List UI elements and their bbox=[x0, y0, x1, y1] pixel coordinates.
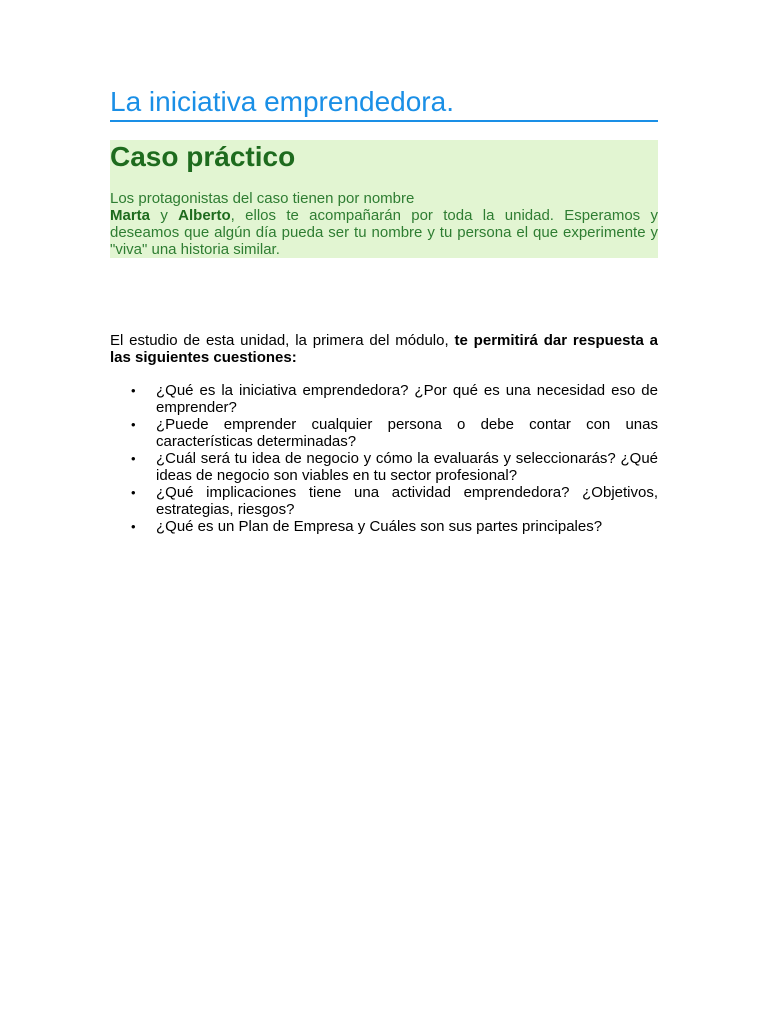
case-study-text bbox=[110, 190, 658, 258]
question-text: ¿Cuál será tu idea de negocio y cómo la evaluarás y seleccionarás? ¿Qué ideas de negocio son viables en tu sector profesional? bbox=[156, 450, 658, 484]
case-study-heading: Caso práctico bbox=[110, 141, 296, 172]
question-item bbox=[110, 416, 658, 450]
bullet-icon: • bbox=[131, 451, 136, 466]
case-intro-line: Los protagonistas del caso tienen por nombre bbox=[110, 190, 415, 207]
document-title: La iniciativa emprendedora. bbox=[110, 84, 658, 122]
study-lead-text: El estudio de esta unidad, la primera del módulo, bbox=[110, 332, 455, 349]
case-connector: y bbox=[150, 207, 179, 224]
bullet-icon: • bbox=[131, 485, 136, 500]
question-item bbox=[110, 518, 658, 535]
case-study-box bbox=[110, 140, 658, 258]
question-text: ¿Qué implicaciones tiene una actividad emprendedora? ¿Objetivos, estrategias, riesgos? bbox=[156, 484, 658, 518]
bullet-icon: • bbox=[131, 383, 136, 398]
bullet-icon: • bbox=[131, 519, 136, 534]
question-item bbox=[110, 484, 658, 518]
question-item bbox=[110, 450, 658, 484]
question-text: ¿Qué es un Plan de Empresa y Cuáles son sus partes principales? bbox=[156, 518, 603, 535]
question-text: ¿Puede emprender cualquier persona o debe contar con unas características determinadas? bbox=[156, 416, 658, 450]
case-rest-text: , ellos te acompañarán por toda la unidad. Esperamos y deseamos que algún día pueda ser tu nombre y tu persona el que experimente y "viva" una historia similar. bbox=[110, 207, 658, 258]
study-intro-paragraph bbox=[110, 332, 658, 366]
questions-list bbox=[110, 382, 658, 535]
study-emphasis-text: te permitirá dar respuesta a las siguientes cuestiones: bbox=[110, 332, 658, 366]
question-item bbox=[110, 382, 658, 416]
protagonist-name-marta: Marta bbox=[110, 207, 151, 224]
protagonist-name-alberto: Alberto bbox=[178, 207, 231, 224]
question-text: ¿Qué es la iniciativa emprendedora? ¿Por qué es una necesidad eso de emprender? bbox=[156, 382, 658, 416]
bullet-icon: • bbox=[131, 417, 136, 432]
